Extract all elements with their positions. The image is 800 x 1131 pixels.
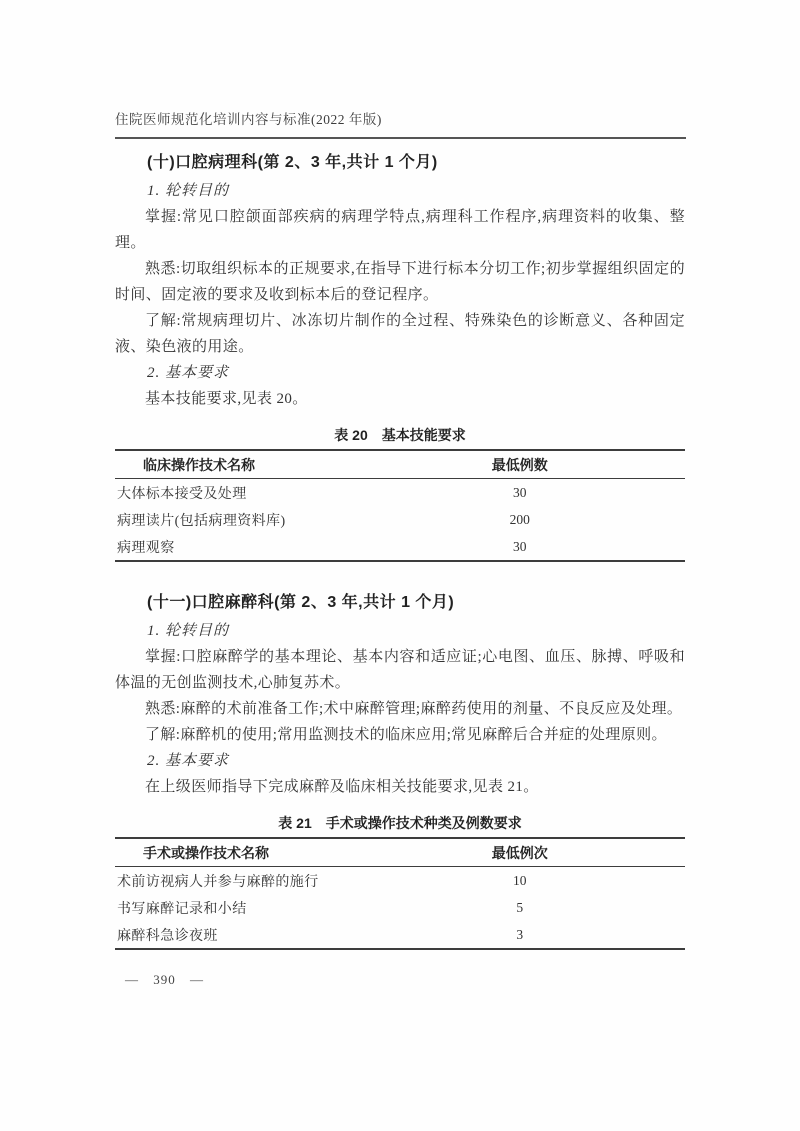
table-20-basic-skills — [115, 449, 685, 562]
row-min-cases: 30 — [512, 538, 527, 554]
basic-requirements-text: 基本技能要求,见表 20。 — [145, 391, 308, 407]
table-row — [115, 479, 685, 507]
basic-requirements-heading: 2. 基本要求 — [147, 365, 230, 381]
section-title-oral-anesthesiology: (十一)口腔麻醉科(第 2、3 年,共计 1 个月) — [147, 594, 455, 611]
table-20-caption-label: 表 20 — [334, 427, 368, 443]
row-operation-name: 书写麻醉记录和小结 — [117, 901, 247, 917]
table-row — [115, 506, 685, 533]
paragraph-familiar: 熟悉:切取组织标本的正规要求,在指导下进行标本分切工作;初步掌握组织固定的时间、固定液的要求及收到标本后的登记程序。 — [115, 261, 685, 303]
table-21-caption — [115, 813, 685, 833]
row-operation-name: 术前访视病人并参与麻醉的施行 — [117, 874, 319, 890]
rotation-purpose-heading: 1. 轮转目的 — [147, 623, 230, 639]
row-min-times: 3 — [516, 926, 524, 942]
row-technique-name: 病理读片(包括病理资料库) — [117, 513, 286, 529]
page-content — [115, 152, 685, 950]
table-20-caption-title: 基本技能要求 — [381, 427, 466, 443]
table-21-caption-label: 表 21 — [278, 815, 312, 831]
column-header-operation-name: 手术或操作技术名称 — [115, 838, 446, 867]
table-21-operation-requirements — [115, 837, 685, 950]
paragraph-master: 掌握:常见口腔颌面部疾病的病理学特点,病理科工作程序,病理资料的收集、整理。 — [115, 209, 685, 251]
paragraph-familiar: 熟悉:麻醉的术前准备工作;术中麻醉管理;麻醉药使用的剂量、不良反应及处理。 — [145, 701, 683, 717]
table-row — [115, 533, 685, 561]
row-technique-name: 病理观察 — [117, 540, 175, 556]
section-title-oral-pathology: (十)口腔病理科(第 2、3 年,共计 1 个月) — [147, 154, 438, 171]
column-header-min-times: 最低例次 — [446, 838, 594, 867]
running-header: 住院医师规范化培训内容与标准(2022 年版) — [115, 112, 382, 127]
row-min-times: 5 — [516, 899, 524, 915]
table-row — [115, 921, 685, 949]
table-header-row — [115, 838, 685, 867]
basic-requirements-text: 在上级医师指导下完成麻醉及临床相关技能要求,见表 21。 — [145, 779, 539, 795]
row-min-cases: 30 — [512, 484, 527, 500]
row-min-cases: 200 — [509, 511, 530, 527]
header-rule — [115, 137, 686, 139]
page-number: — 390 — — [125, 972, 204, 987]
basic-requirements-heading: 2. 基本要求 — [147, 753, 230, 769]
row-operation-name: 麻醉科急诊夜班 — [117, 928, 218, 944]
rotation-purpose-heading: 1. 轮转目的 — [147, 183, 230, 199]
paragraph-master: 掌握:口腔麻醉学的基本理论、基本内容和适应证;心电图、血压、脉搏、呼吸和体温的无创监测技术,心肺复苏术。 — [115, 649, 685, 691]
row-min-times: 10 — [512, 872, 527, 888]
column-header-min-cases: 最低例数 — [446, 450, 594, 479]
paragraph-understand: 了解:常规病理切片、冰冻切片制作的全过程、特殊染色的诊断意义、各种固定液、染色液的用途。 — [115, 313, 685, 355]
table-header-row — [115, 450, 685, 479]
row-technique-name: 大体标本接受及处理 — [117, 486, 247, 502]
column-header-technique-name: 临床操作技术名称 — [115, 450, 446, 479]
paragraph-understand: 了解:麻醉机的使用;常用监测技术的临床应用;常见麻醉后合并症的处理原则。 — [145, 727, 667, 743]
table-21-caption-title: 手术或操作技术种类及例数要求 — [325, 815, 522, 831]
table-row — [115, 894, 685, 921]
table-20-caption — [115, 425, 685, 445]
table-row — [115, 867, 685, 895]
